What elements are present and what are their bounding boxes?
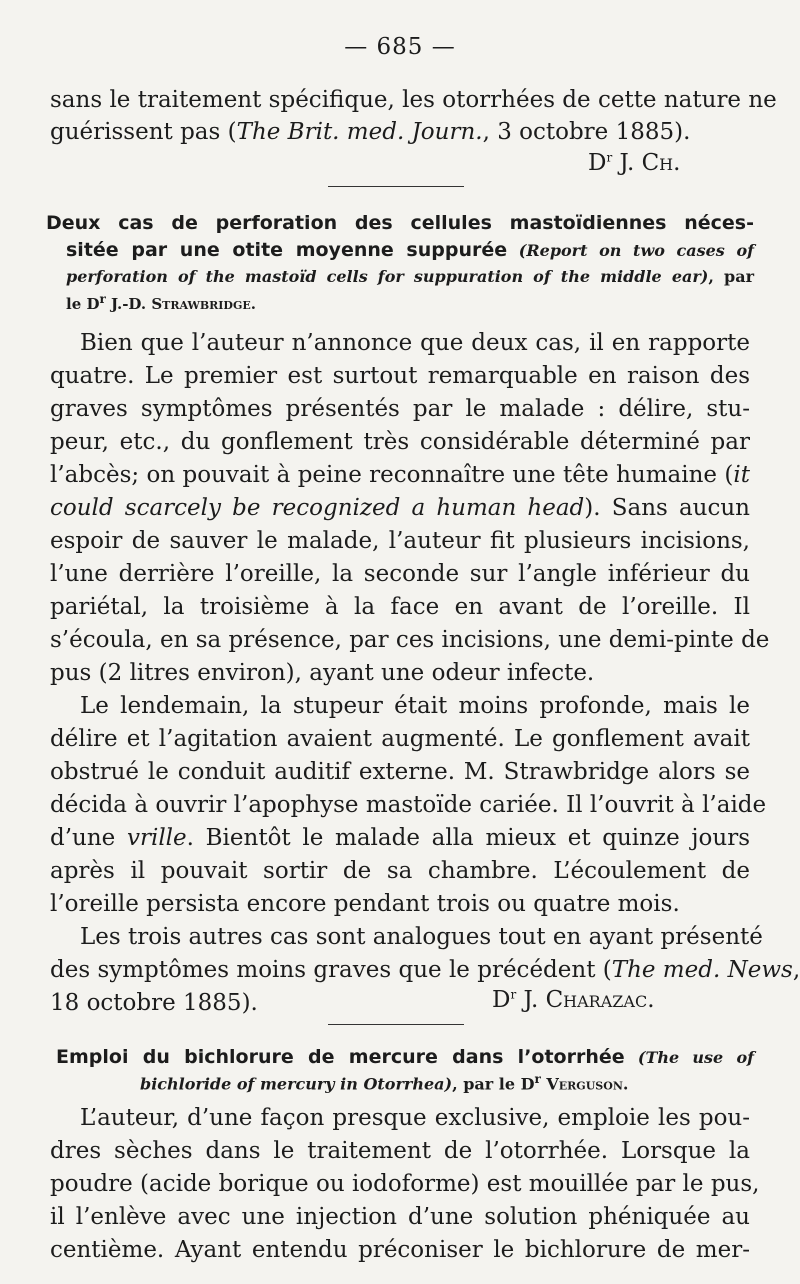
divider (328, 186, 464, 187)
text-line: guérissent pas (The Brit. med. Journ., 3 octobre 1885). (50, 119, 691, 145)
text-line: pariétal, la troisième à la face en avant de l’oreille. Il (50, 594, 750, 620)
text-line: après il pouvait sortir de sa chambre. L’écoulement de (50, 858, 750, 884)
text-line: délire et l’agitation avaient augmenté. Le gonflement avait (50, 726, 750, 752)
byline: le $D^r$ J.-D. Strawbridge. (66, 292, 256, 313)
text-line: Le lendemain, la stupeur était moins profonde, mais le (80, 693, 750, 719)
page-number: — 685 — (344, 34, 456, 60)
byline: bichloride of mercury in Otorrhea), par le $D^r$ Verguson. (140, 1072, 629, 1094)
text-line: poudre (acide borique ou iodoforme) est mouillée par le pus, (50, 1171, 760, 1197)
text-line: décida à ouvrir l’apophyse mastoïde cariée. Il l’ouvrit à l’aide (50, 792, 767, 818)
text-line: centième. Ayant entendu préconiser le bichlorure de mer- (50, 1237, 750, 1263)
text-line: des symptômes moins graves que le précédent (The med. News, (50, 957, 800, 983)
text-line: L’auteur, d’une façon presque exclusive, emploie les pou- (80, 1105, 750, 1131)
signature: $D^r$ J. Charazac. (492, 987, 655, 1013)
text-line: graves symptômes présentés par le malade : délire, stu- (50, 396, 750, 422)
article-title: sitée par une otite moyenne suppurée (Report on two cases of (66, 239, 754, 261)
article-title: Deux cas de perforation des cellules mastoïdiennes néces- (46, 212, 754, 234)
text-line: d’une vrille. Bientôt le malade alla mieux et quinze jours (50, 825, 750, 851)
text-line: could scarcely be recognized a human head). Sans aucun (50, 495, 750, 521)
text-line: Bien que l’auteur n’annonce que deux cas, il en rapporte (80, 330, 750, 356)
text-line: s’écoula, en sa présence, par ces incisions, une demi-pinte de (50, 627, 770, 653)
text-line: l’abcès; on pouvait à peine reconnaître une tête humaine (it (50, 462, 750, 488)
text-line: peur, etc., du gonflement très considérable déterminé par (50, 429, 750, 455)
text-line: pus (2 litres environ), ayant une odeur infecte. (50, 660, 595, 686)
text-line: sans le traitement spécifique, les otorrhées de cette nature ne (50, 87, 777, 113)
text-line: Les trois autres cas sont analogues tout en ayant présenté (80, 924, 763, 950)
text-line: quatre. Le premier est surtout remarquable en raison des (50, 363, 750, 389)
divider (328, 1024, 464, 1025)
article-title: perforation of the mastoïd cells for suppuration of the middle ear), par (66, 267, 755, 286)
text-line: il l’enlève avec une injection d’une solution phéniquée au (50, 1204, 750, 1230)
text-line: espoir de sauver le malade, l’auteur fit plusieurs incisions, (50, 528, 750, 554)
article-title: Emploi du bichlorure de mercure dans l’otorrhée (The use of (56, 1046, 755, 1068)
text-line: 18 octobre 1885). (50, 990, 258, 1016)
text-line: l’une derrière l’oreille, la seconde sur l’angle inférieur du (50, 561, 750, 587)
text-line: dres sèches dans le traitement de l’otorrhée. Lorsque la (50, 1138, 750, 1164)
text-line: obstrué le conduit auditif externe. M. Strawbridge alors se (50, 759, 750, 785)
text-line: l’oreille persista encore pendant trois ou quatre mois. (50, 891, 680, 917)
signature: $D^r$ J. Ch. (588, 150, 681, 176)
